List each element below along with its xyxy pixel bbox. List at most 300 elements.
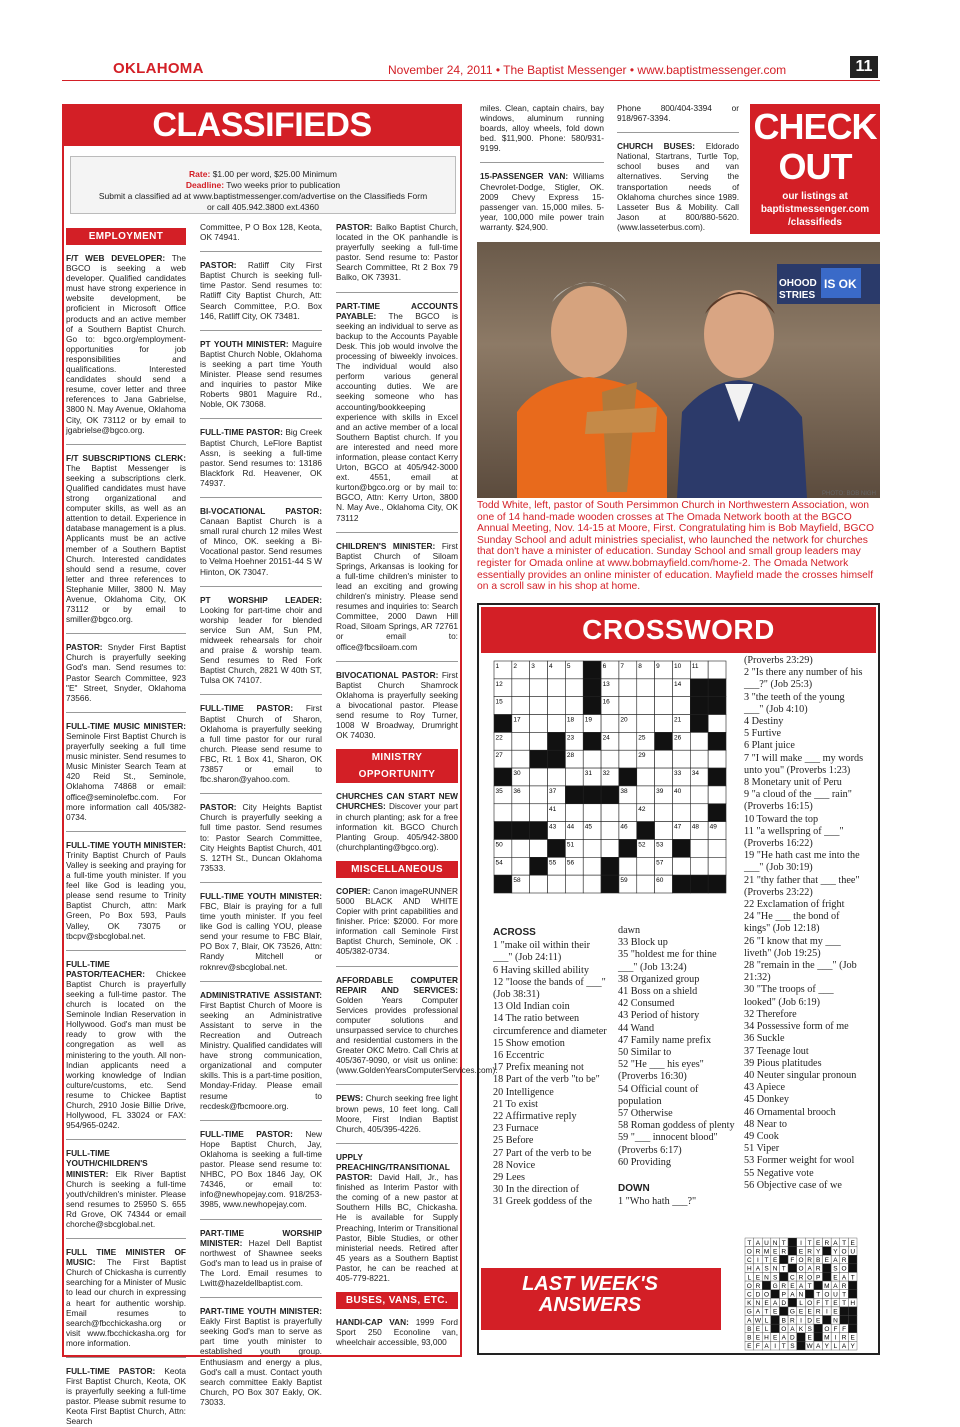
grid-number: 12	[495, 680, 503, 688]
answer-letter: M	[824, 1282, 830, 1290]
grid-cell[interactable]	[530, 839, 548, 857]
answer-letter: R	[815, 1308, 821, 1316]
grid-cell[interactable]	[565, 768, 583, 786]
grid-cell[interactable]	[637, 697, 655, 715]
grid-number: 49	[709, 823, 717, 831]
answer-letter: S	[790, 1343, 795, 1351]
answer-letter: E	[747, 1343, 752, 1351]
clue-item: 43 Period of history	[618, 1010, 700, 1022]
answer-letter: O	[807, 1274, 813, 1282]
clue-item: 49 Cook	[744, 1130, 779, 1142]
answer-letter: K	[798, 1325, 804, 1333]
grid-cell[interactable]	[548, 715, 566, 733]
grid-block	[672, 875, 690, 893]
clue-item: 34 Possessive form of me	[744, 1021, 849, 1033]
answer-letter: O	[798, 1265, 804, 1273]
ad: FULL-TIME YOUTH/CHILDREN'S MINISTER: Elk River Baptist Church is seeking a full-time youth/children's minister. Please send resumes to 25950 S. 655 Rd Grove, OK 74344 or email chorche@sbcglobal.net.	[66, 1148, 186, 1229]
grid-cell[interactable]	[530, 875, 548, 893]
answer-letter: H	[850, 1300, 856, 1308]
answer-letter: C	[790, 1274, 795, 1282]
grid-number: 16	[602, 698, 610, 706]
answer-letter: E	[772, 1248, 778, 1256]
grid-cell[interactable]	[565, 679, 583, 697]
grid-cell[interactable]	[601, 822, 619, 840]
grid-cell[interactable]	[512, 750, 530, 768]
grid-number: 29	[638, 752, 646, 760]
grid-number: 45	[584, 823, 592, 831]
grid-number: 58	[513, 877, 521, 885]
grid-cell[interactable]	[637, 768, 655, 786]
clue-item: 55 Negative vote	[744, 1167, 814, 1179]
clue-item: 16 Eccentric	[493, 1050, 545, 1062]
clue-item: 15 Show emotion	[493, 1037, 565, 1049]
answer-letter: T	[816, 1291, 821, 1299]
grid-cell[interactable]	[690, 786, 708, 804]
grid-block	[708, 804, 726, 822]
grid-cell[interactable]	[548, 768, 566, 786]
answer-letter: A	[798, 1282, 804, 1290]
clue-item: 10 Toward the top	[744, 813, 819, 825]
deadline-label: Deadline:	[185, 180, 225, 190]
ad: 15-PASSENGER VAN: Williams Chevrolet-Dodge, Stigler, OK. 2009 Chevy Express 15-passenger van. 15,000 miles. 5-year, 100,000 mile power train warranty. $24,900.	[480, 171, 604, 232]
grid-cell[interactable]	[619, 679, 637, 697]
ad: CHURCH BUSES: Eldorado National, Startrans, Turtle Top, school buses and van alternatives. Serving the transportation needs of Oklahoma churches since 1989. Lasseter Bus & Mobility. Call Jason at 800/880-5620. (www.lasseterbus.com).	[617, 141, 740, 232]
ad: FULL-TIME PASTOR: New Hope Baptist Church, Jay, Oklahoma is seeking a full-time pastor. Please send resume to: NHBC, PO Box 1846 Jay, OK 74346, or email to: info@newhopejay.com. 918/253-3985, www.newhopejay.com.	[200, 1128, 323, 1210]
answer-letter: R	[790, 1317, 795, 1325]
grid-cell[interactable]	[583, 875, 601, 893]
clue-item: 3 "the teeth of the young ___" (Job 4:10)	[744, 691, 845, 715]
ad: BIVOCATIONAL PASTOR: First Baptist Church Shamrock Oklahoma is prayerfully seeking a bivocational pastor. Please send resume to Roy Turner, 1008 W Broadway, Drumright OK 74030.	[336, 669, 458, 741]
answer-letter: L	[747, 1274, 752, 1282]
answer-cell	[823, 1247, 832, 1256]
grid-block	[601, 857, 619, 875]
grid-cell[interactable]	[583, 857, 601, 875]
grid-cell[interactable]	[619, 697, 637, 715]
grid-cell[interactable]	[530, 732, 548, 750]
answer-letter: E	[833, 1308, 838, 1316]
ad: FULL TIME MINISTER OF MUSIC: The First Baptist Church of Chickasha is currently searching for a Minister of Music to lead our church in expressing a heart for authentic worship. Email resumes to search@fbcchickasha.org or visit www.fbcchickasha.org for more information.	[66, 1247, 186, 1348]
clue-item: 37 Teenage lout	[744, 1045, 809, 1057]
grid-block	[708, 732, 726, 750]
clue-item: 54 Official count of population	[618, 1083, 699, 1107]
grid-number: 55	[549, 859, 557, 867]
answer-letter: E	[790, 1282, 795, 1290]
grid-number: 17	[513, 716, 521, 724]
grid-block	[494, 768, 512, 786]
answer-cell	[814, 1324, 823, 1333]
answer-letter: A	[755, 1265, 761, 1273]
grid-cell[interactable]	[690, 804, 708, 822]
grid-number: 4	[549, 663, 553, 670]
grid-block	[494, 715, 512, 733]
photo-illustration	[477, 242, 880, 498]
clue-item: 19 "He hath cast me into the ___" (Job 30:19)	[744, 850, 860, 874]
answer-letter: D	[790, 1334, 795, 1342]
answer-cell	[779, 1307, 788, 1316]
clue-item: 44 Wand	[618, 1022, 655, 1034]
answer-letter: N	[772, 1239, 778, 1247]
grid-cell[interactable]	[512, 697, 530, 715]
answer-letter: E	[850, 1334, 855, 1342]
ad: F/T SUBSCRIPTIONS CLERK: The Baptist Messenger is seeking a subscriptions clerk. Qualified candidates must have strong organizational and computer skills, as well as an attention to detail. Experience in database management is a plus. Applicants must be an active member of a Southern Baptist Church. Interested candidates should send a resume, cover letter and three references to Stephanie Miller, 3800 N. May Avenue, Oklahoma City, OK 73112 or by email to smiller@bgco.org.	[66, 452, 186, 625]
grid-cell[interactable]	[655, 715, 673, 733]
grid-number: 3	[531, 663, 535, 670]
grid-cell[interactable]	[708, 786, 726, 804]
grid-cell[interactable]	[601, 804, 619, 822]
answer-cell	[814, 1333, 823, 1342]
grid-cell[interactable]	[601, 750, 619, 768]
answer-letter: N	[772, 1265, 778, 1273]
grid-number: 32	[602, 770, 610, 778]
clue-item: 23 Furnace	[493, 1123, 539, 1135]
clue-item: 43 Apiece	[744, 1082, 786, 1094]
grid-cell[interactable]	[672, 750, 690, 768]
grid-number: 23	[566, 734, 575, 742]
grid-cell[interactable]	[494, 804, 512, 822]
grid-cell[interactable]	[601, 839, 619, 857]
grid-cell[interactable]	[565, 697, 583, 715]
answer-cell	[788, 1264, 797, 1273]
clue-item: 42 Consumed	[618, 998, 675, 1010]
answer-letter: F	[833, 1325, 838, 1333]
answer-letter: T	[842, 1300, 847, 1308]
grid-number: 10	[673, 663, 682, 670]
answer-cell	[771, 1324, 780, 1333]
answer-letter: L	[764, 1317, 769, 1325]
clue-item: 60 Providing	[618, 1156, 671, 1168]
clue-item: 41 Boss on a shield	[618, 986, 698, 998]
clue-item: 45 Donkey	[744, 1094, 789, 1106]
answer-letter: B	[747, 1325, 752, 1333]
rate-label: Rate:	[189, 169, 211, 179]
checkout-promo[interactable]	[750, 104, 880, 234]
answer-letter: E	[772, 1257, 778, 1265]
answer-letter: R	[755, 1248, 761, 1256]
classifieds-title: CLASSIFIEDS	[62, 104, 462, 146]
answer-letter: A	[781, 1334, 786, 1342]
clue-item: 29 Lees	[493, 1172, 525, 1184]
ad: CHURCHES CAN START NEW CHURCHES: Discover your part in church planting; ask for a free information kit. BGCO Church Planting Group. 405/942-3800 (churchplanting@bgco.org).	[336, 791, 458, 852]
grid-cell[interactable]	[548, 679, 566, 697]
grid-cell[interactable]	[619, 732, 637, 750]
answer-letter: T	[842, 1291, 847, 1299]
answer-letter: H	[746, 1265, 752, 1273]
crossword-grid[interactable]	[494, 661, 726, 891]
grid-cell[interactable]	[530, 679, 548, 697]
ad: FULL-TIME PASTOR: Big Creek Baptist Church, LeFlore Baptist Assn, is seeking a full-time pastor. Send resumes to: 13186 Blackfork Rd. Heavener, OK 74937.	[200, 427, 323, 488]
grid-cell[interactable]	[548, 875, 566, 893]
grid-cell[interactable]	[655, 768, 673, 786]
grid-cell[interactable]	[708, 661, 726, 679]
grid-number: 28	[566, 752, 575, 760]
grid-cell[interactable]	[512, 732, 530, 750]
answer-letter: R	[824, 1239, 830, 1247]
photo-caption: Todd White, left, pastor of South Persimmon Church in Northwestern Association, won one of 14 hand-made wooden crosses at The Omada Network booth at the BGCO Annual Meeting, Nov. 14-15 at Moore, First. Congratulating him is Bob Mayfield, BGCO Sunday School and adult ministries specialist, who launched the network for churches that don't have a minister of education. Sunday School and small group leaders may register for Omada online at www.bobmayfield.com/home-2. The Omada Network essentially provides an online minister of education. Mayfield made the crosses himself on a scroll saw in his shop at home.	[477, 500, 874, 593]
clue-item: 1 "make oil within their ___" (Job 24:11)	[493, 940, 590, 964]
grid-cell[interactable]	[637, 679, 655, 697]
grid-number: 25	[638, 734, 646, 742]
answer-letter: L	[764, 1325, 769, 1333]
grid-cell[interactable]	[583, 839, 601, 857]
answer-letter: R	[798, 1274, 804, 1282]
ad: F/T WEB DEVELOPER: The BGCO is seeking a web developer. Qualified candidates must have strong experience in website development, be proficient in Microsoft Office products and an active member of a Southern Baptist Church. Go to: bgco.org/employment-opportunities for job responsibilities and qualifications. Interested candidates should send a resume, cover letter and three references to Jana Gabrielse, 3800 N. May Avenue, Oklahoma City, OK 73112 or by email to jgabrielse@bgco.org.	[66, 253, 186, 435]
ad: PART-TIME YOUTH MINISTER: Eakly First Baptist is prayerfully seeking God's man to serve as part time youth minister to established youth group. Enthusiasm and energy a plus, God's call a must. Contact youth search committee Eakly Baptist Church, PO Box 307 Eakly, OK. 73033.	[200, 1306, 322, 1407]
answer-cell	[823, 1272, 832, 1281]
grid-cell[interactable]	[637, 857, 655, 875]
ad: miles. Clean, captain chairs, bay windows, aluminum running boards, alloy wheels, fold down bed. $11,900. Phone: 580/931-9199.	[480, 103, 604, 154]
answer-letter: R	[841, 1334, 847, 1342]
grid-number: 19	[584, 716, 592, 724]
grid-cell[interactable]	[637, 875, 655, 893]
grid-cell[interactable]	[565, 875, 583, 893]
clue-item: 27 Part of the verb to be	[493, 1147, 592, 1159]
grid-number: 34	[691, 770, 700, 778]
grid-cell[interactable]	[672, 804, 690, 822]
grid-number: 11	[691, 663, 699, 670]
clue-item: 57 Otherwise	[618, 1108, 673, 1120]
clue-item: 51 Viper	[744, 1143, 780, 1155]
grid-cell[interactable]	[530, 715, 548, 733]
answer-letter: G	[789, 1308, 795, 1316]
clue-item: 25 Before	[493, 1135, 534, 1147]
grid-cell[interactable]	[512, 857, 530, 875]
grid-number: 22	[495, 734, 503, 742]
clue-item: 39 Pious platitudes	[744, 1057, 822, 1069]
answer-letter: T	[781, 1239, 786, 1247]
grid-cell[interactable]	[708, 839, 726, 857]
grid-cell[interactable]	[619, 804, 637, 822]
grid-cell[interactable]	[655, 679, 673, 697]
answer-letter: K	[747, 1300, 752, 1308]
news-photo	[477, 242, 880, 498]
clue-item: 22 Exclamation of fright	[744, 899, 845, 911]
answers-title-1: LAST WEEK'S	[522, 1273, 658, 1295]
grid-number: 38	[620, 787, 628, 795]
ad: Committee, P O Box 128, Keota, OK 74941.	[200, 222, 322, 243]
grid-block	[512, 822, 530, 840]
answer-cell	[797, 1341, 806, 1350]
grid-number: 48	[691, 823, 700, 831]
answer-letter: O	[746, 1248, 752, 1256]
grid-cell[interactable]	[690, 839, 708, 857]
clue-item: 40 Neuter singular pronoun	[744, 1069, 857, 1081]
top-column-1	[480, 103, 604, 233]
grid-block	[530, 750, 548, 768]
grid-cell[interactable]	[530, 697, 548, 715]
answer-letter: E	[833, 1274, 838, 1282]
ad: AFFORDABLE COMPUTER REPAIR AND SERVICES: Golden Years Computer Services provides professional computer solutions and unsurpassed service to churches and residential customers in the Greater OKC Metro. Call Chris at 405/367-9090, or visit us online: (www.GoldenYearsComputerServices.com).	[336, 974, 498, 1076]
answer-cell	[848, 1264, 857, 1273]
ad: FULL-TIME YOUTH MINISTER: FBC, Blair is praying for a full time youth minister. If you feel like God is calling YOU, please send your resume to FBC Blair, PO Box 7, Blair, OK 73526, Attn: Randy Mitchell or roknrev@sbcglobal.net.	[200, 890, 322, 972]
ad: PASTOR: Snyder First Baptist Church is prayerfully seeking God's man. Send resumes to: Pastor Search Committee, 923 "E" Street, Snyder, Oklahoma 73566.	[66, 642, 186, 703]
ad: PT WORSHIP LEADER: Looking for part-time choir and worship leader for blended service Sun AM, Sun PM, midweek rehearsals for choir and praise & worship team. Send resumes to Red Fork Baptist Church, 2821 W 40th ST, Tulsa OK 74107.	[200, 594, 322, 686]
grid-cell[interactable]	[512, 839, 530, 857]
grid-number: 41	[549, 805, 557, 813]
answer-letter: O	[824, 1325, 830, 1333]
answer-letter: R	[781, 1282, 787, 1290]
down-heading: DOWN	[618, 1183, 650, 1195]
grid-cell[interactable]	[672, 697, 690, 715]
grid-number: 31	[584, 770, 592, 778]
answer-cell	[814, 1281, 823, 1290]
grid-cell[interactable]	[548, 697, 566, 715]
answer-letter: E	[798, 1308, 804, 1316]
clue-item: 50 Similar to	[618, 1047, 672, 1059]
answer-letter: A	[772, 1300, 778, 1308]
grid-block	[690, 697, 708, 715]
answer-letter: T	[850, 1274, 855, 1282]
clue-item: 24 "He ___ the bond of kings" (Job 12:18)	[744, 911, 840, 935]
grid-block	[583, 661, 601, 679]
grid-block	[690, 875, 708, 893]
classifieds-column-1	[66, 228, 186, 1427]
clue-item: 47 Family name prefix	[618, 1034, 712, 1046]
grid-block	[494, 875, 512, 893]
clue-item: 33 Block up	[618, 937, 668, 949]
clue-item: 22 Affirmative reply	[493, 1111, 577, 1123]
answer-letter: O	[798, 1257, 804, 1265]
grid-cell[interactable]	[637, 786, 655, 804]
answer-cell	[788, 1238, 797, 1247]
answer-letter: P	[781, 1291, 786, 1299]
answer-letter: S	[833, 1265, 838, 1273]
grid-cell[interactable]	[708, 857, 726, 875]
answer-letter: B	[781, 1317, 786, 1325]
answer-letter: E	[816, 1239, 821, 1247]
grid-cell[interactable]	[530, 768, 548, 786]
clue-item: 6 Plant juice	[744, 740, 795, 752]
ad: Phone 800/404-3394 or 918/967-3394.	[617, 103, 739, 124]
clue-item: 14 The ratio between circumference and diameter	[493, 1013, 607, 1037]
grid-block	[548, 750, 566, 768]
ad: PASTOR: Ratliff City First Baptist Church is seeking full-time Pastor. Send resumes to: Ratliff City Baptist Church, Att: Search Committee, P.O. Box 146, Ratliff City, OK 73481.	[200, 260, 322, 321]
answer-letter: A	[841, 1274, 847, 1282]
answer-letter: U	[833, 1291, 838, 1299]
grid-number: 46	[620, 823, 628, 831]
ad: FULL-TIME MUSIC MINISTER: Seminole First Baptist Church is prayerfully seeking a full time music minister. Send resumes to Music Minister Search Team at 420 Reid St., Seminole, Oklahoma 74868 or email: office@seminolefbc.com. For more information call 405/382-0734.	[66, 720, 186, 822]
answer-letter: L	[799, 1300, 803, 1308]
grid-number: 43	[549, 823, 557, 831]
grid-block	[548, 839, 566, 857]
grid-cell[interactable]	[601, 715, 619, 733]
grid-cell[interactable]	[583, 750, 601, 768]
answer-cell	[771, 1316, 780, 1325]
answer-letter: O	[746, 1282, 752, 1290]
grid-number: 20	[620, 716, 628, 724]
answer-letter: R	[755, 1282, 761, 1290]
grid-block	[619, 768, 637, 786]
grid-cell[interactable]	[637, 715, 655, 733]
clue-item: 46 Ornamental brooch	[744, 1106, 836, 1118]
grid-number: 30	[513, 770, 521, 778]
answer-letter: E	[755, 1334, 761, 1342]
grid-cell[interactable]	[565, 804, 583, 822]
clue-item: 30 "The troops of ___ looked" (Job 6:19)	[744, 984, 834, 1008]
grid-cell[interactable]	[690, 750, 708, 768]
clue-item: 59 "___ innocent blood" (Proverbs 6:17)	[618, 1132, 718, 1156]
answer-letter: E	[755, 1274, 761, 1282]
answer-letter: O	[764, 1291, 770, 1299]
grid-cell[interactable]	[655, 697, 673, 715]
answer-letter: A	[755, 1239, 761, 1247]
grid-cell[interactable]	[512, 804, 530, 822]
answer-cell	[848, 1255, 857, 1264]
answer-letter: I	[825, 1308, 828, 1316]
grid-cell[interactable]	[512, 679, 530, 697]
answer-letter: A	[833, 1257, 838, 1265]
answer-letter: E	[807, 1308, 812, 1316]
answer-cell	[848, 1290, 857, 1299]
answer-letter: H	[764, 1334, 769, 1342]
grid-number: 9	[656, 663, 660, 670]
grid-cell[interactable]	[690, 732, 708, 750]
grid-cell[interactable]	[708, 750, 726, 768]
clue-item: 11 "a wellspring of ___" (Proverbs 16:22)	[744, 825, 844, 850]
grid-cell[interactable]	[530, 804, 548, 822]
answer-letter: A	[807, 1265, 812, 1273]
answer-letter: E	[807, 1334, 812, 1342]
answer-letter: M	[824, 1334, 830, 1342]
ad: FULL-TIME PASTOR/TEACHER: Chickee Baptist Church is prayerfully seeking a full-time pastor. The church is located on the Seminole Indian Reservation in Hollywood. God's man must be ready to grow with the congregation as well as ministering to the youth. All non-Indian applicants need a working knowledge of Indian culture/customs, etc. Send resume to Chickee Baptist Church, 2910 Josie Billie Drive, Hollywood, FL 33024 or FAX: 954/965-0242.	[66, 958, 186, 1131]
grid-number: 53	[656, 841, 664, 849]
answer-letter: E	[850, 1239, 855, 1247]
grid-block	[583, 697, 601, 715]
grid-number: 5	[566, 663, 571, 670]
clue-item: 5 Furtive	[744, 728, 782, 740]
answer-cell	[779, 1255, 788, 1264]
answers-title	[510, 1274, 670, 1316]
grid-cell[interactable]	[619, 750, 637, 768]
grid-cell[interactable]	[655, 822, 673, 840]
grid-number: 14	[673, 680, 682, 688]
grid-cell[interactable]	[672, 857, 690, 875]
grid-cell[interactable]	[619, 857, 637, 875]
answer-letter: I	[834, 1334, 837, 1342]
clues-col-2	[618, 925, 736, 1209]
answer-letter: E	[772, 1334, 778, 1342]
answers-title-2: ANSWERS	[538, 1294, 642, 1316]
grid-block	[530, 857, 548, 875]
answer-letter: I	[774, 1343, 777, 1351]
grid-cell[interactable]	[708, 715, 726, 733]
answer-letter: G	[772, 1282, 778, 1290]
grid-number: 26	[673, 734, 682, 742]
clue-item: 7 "I will make ___ my words unto you" (Proverbs 1:23)	[744, 752, 864, 776]
answer-letter: A	[816, 1343, 821, 1351]
buses-heading: BUSES, VANS, ETC.	[336, 1292, 458, 1309]
answer-letter: E	[755, 1325, 761, 1333]
grid-number: 51	[566, 841, 575, 849]
answer-letter: A	[833, 1282, 838, 1290]
rate-info-box	[70, 156, 456, 214]
grid-block	[637, 822, 655, 840]
grid-number: 57	[656, 859, 664, 867]
grid-block	[548, 732, 566, 750]
grid-cell[interactable]	[530, 786, 548, 804]
ad: HANDI-CAP VAN: 1999 Ford Sport 250 Econoline van, wheelchair accessible, 93,000	[336, 1317, 459, 1348]
grid-cell[interactable]	[583, 804, 601, 822]
clue-item: 8 Monetary unit of Peru	[744, 777, 842, 789]
grid-cell[interactable]	[655, 804, 673, 822]
answer-letter: E	[798, 1248, 804, 1256]
answer-letter: T	[747, 1239, 752, 1247]
grid-block	[619, 839, 637, 857]
grid-number: 44	[566, 823, 575, 831]
grid-cell[interactable]	[690, 857, 708, 875]
grid-cell[interactable]	[655, 750, 673, 768]
answer-letter: T	[764, 1308, 769, 1316]
answer-letter: N	[798, 1291, 804, 1299]
